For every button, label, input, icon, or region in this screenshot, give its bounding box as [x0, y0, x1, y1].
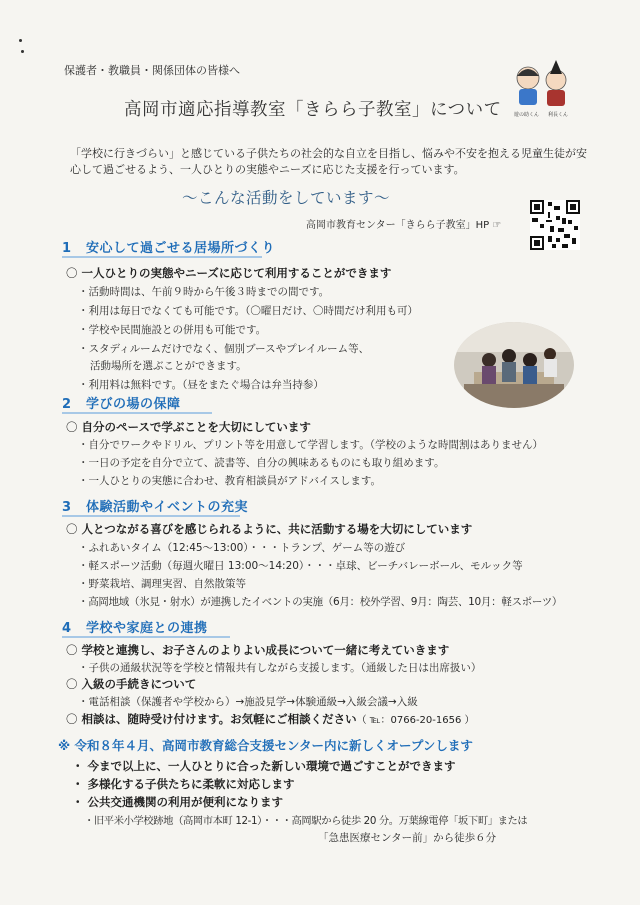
classroom-photo — [454, 322, 574, 408]
scan-dot — [19, 39, 22, 42]
section-3-sub — [66, 521, 472, 537]
sub-text: 学校と連携し、お子さんのよりよい成長について一緒に考えていきます — [81, 643, 450, 657]
page-title: 高岡市適応指導教室「きらら子教室」について — [124, 100, 502, 120]
access-line: ・旧平米小学校跡地（高岡市本町 12-1）・・・高岡駅から徒歩 20 分。万葉線電停「坂下町」または — [84, 815, 528, 827]
list-item: ・一日の予定を自分で立て、読書等、自分の興味あるものにも取り組めます。 — [78, 457, 445, 469]
section-title: 学びの場の保障 — [86, 397, 181, 412]
qr-code[interactable] — [530, 200, 580, 250]
notice-heading: ※ 令和８年４月、高岡市教育総合支援センター内に新しくオープンします — [58, 738, 473, 753]
mascot-label: 利長くん — [548, 112, 569, 118]
mascot-label: 遊の助くん — [514, 112, 540, 118]
circle-mark: 〇 — [66, 266, 78, 280]
list-item: ・軽スポーツ活動（毎週火曜日 13:00〜14:20）・・・卓球、ビーチバレーボール、モルック等 — [78, 560, 523, 572]
section-4-sub3 — [66, 711, 475, 727]
notice-item: ・ 今まで以上に、一人ひとりに合った新しい環境で過ごすことができます — [72, 759, 456, 773]
notice-item: ・ 多様化する子供たちに柔軟に対応します — [72, 777, 295, 791]
section-heading-3 — [62, 496, 248, 515]
section-underline — [62, 636, 230, 638]
section-underline — [62, 256, 262, 258]
sub-text: 自分のペースで学ぶことを大切にしています — [81, 420, 311, 434]
list-item: ・子供の通級状況等を学校と情報共有しながら支援します。（通級した日は出席扱い） — [78, 662, 482, 674]
sub-text: 相談は、随時受け付けます。お気軽にご相談ください — [81, 712, 357, 726]
section-title: 安心して過ごせる居場所づくり — [86, 241, 276, 256]
list-item: ・スタディルームだけでなく、個別ブースやプレイルーム等、 — [78, 343, 370, 355]
circle-mark: 〇 — [66, 712, 78, 726]
list-item: ・活動時間は、午前９時から午後３時までの間です。 — [78, 286, 330, 298]
list-item: ・ふれあいタイム（12:45〜13:00）・・・トランプ、ゲーム等の遊び — [78, 542, 406, 554]
section-underline — [62, 515, 240, 517]
circle-mark: 〇 — [66, 420, 78, 434]
list-item: ・野菜栽培、調理実習、自然散策等 — [78, 578, 246, 590]
section-1-sub — [66, 265, 391, 281]
list-item: ・電話相談（保護者や学校から）→施設見学→体験通級→入級会議→入級 — [78, 696, 418, 708]
list-item: ・学校や民間施設との併用も可能です。 — [78, 324, 267, 336]
section-heading-1 — [62, 237, 275, 256]
list-item: 活動場所を選ぶことができます。 — [90, 360, 247, 372]
circle-mark: 〇 — [66, 643, 78, 657]
section-number: 3 — [62, 500, 72, 515]
list-item: ・利用料は無料です。（昼をまたぐ場合は弁当持参） — [78, 379, 324, 391]
list-item: ・自分でワークやドリル、プリント等を用意して学習します。（学校のような時間割はありません） — [78, 439, 543, 451]
section-number: 4 — [62, 621, 72, 636]
circle-mark: 〇 — [66, 522, 78, 536]
section-heading-4 — [62, 617, 208, 636]
section-heading-2 — [62, 393, 181, 412]
section-title: 学校や家庭との連携 — [86, 621, 208, 636]
addressee: 保護者・教職員・関係団体の皆様へ — [64, 64, 240, 77]
sub-text: 入級の手続きについて — [81, 677, 197, 691]
section-number: 2 — [62, 397, 72, 412]
circle-mark: 〇 — [66, 677, 78, 691]
section-underline — [62, 412, 212, 414]
subtitle: 〜こんな活動をしています〜 — [182, 189, 391, 207]
mascot-illustration — [510, 60, 576, 120]
intro-text: 「学校に行きづらい」と感じている子供たちの社会的な自立を目指し、悩みや不安を抱える児童生徒が安心して過ごせるよう、一人ひとりの実態やニーズに応じた支援を行っています。 — [70, 147, 587, 176]
list-item: ・利用は毎日でなくても可能です。（〇曜日だけ、〇時間だけ利用も可） — [78, 305, 418, 317]
access-line: 「急患医療センター前」から徒歩６分 — [318, 832, 497, 844]
scan-dot — [21, 50, 24, 53]
section-4-sub2 — [66, 676, 196, 692]
section-title: 体験活動やイベントの充実 — [86, 500, 249, 515]
list-item: ・一人ひとりの実態に合わせ、教育相談員がアドバイスします。 — [78, 475, 382, 487]
section-2-sub — [66, 419, 311, 435]
sub-text: 人とつながる喜びを感じられるように、共に活動する場を大切にしています — [81, 522, 473, 536]
notice-item: ・ 公共交通機関の利用が便利になります — [72, 795, 284, 809]
tel-number: （ ℡：0766-20-1656 ） — [356, 715, 475, 726]
sub-text: 一人ひとりの実態やニーズに応じて利用することができます — [81, 266, 392, 280]
section-4-sub — [66, 642, 449, 658]
list-item: ・高岡地域（氷見・射水）が連携したイベントの実施（6月：校外学習、9月：陶芸、10月：軽スポーツ） — [78, 596, 563, 608]
hp-label: 高岡市教育センター「きらら子教室」HP ☞ — [306, 220, 502, 231]
section-number: 1 — [62, 241, 72, 256]
